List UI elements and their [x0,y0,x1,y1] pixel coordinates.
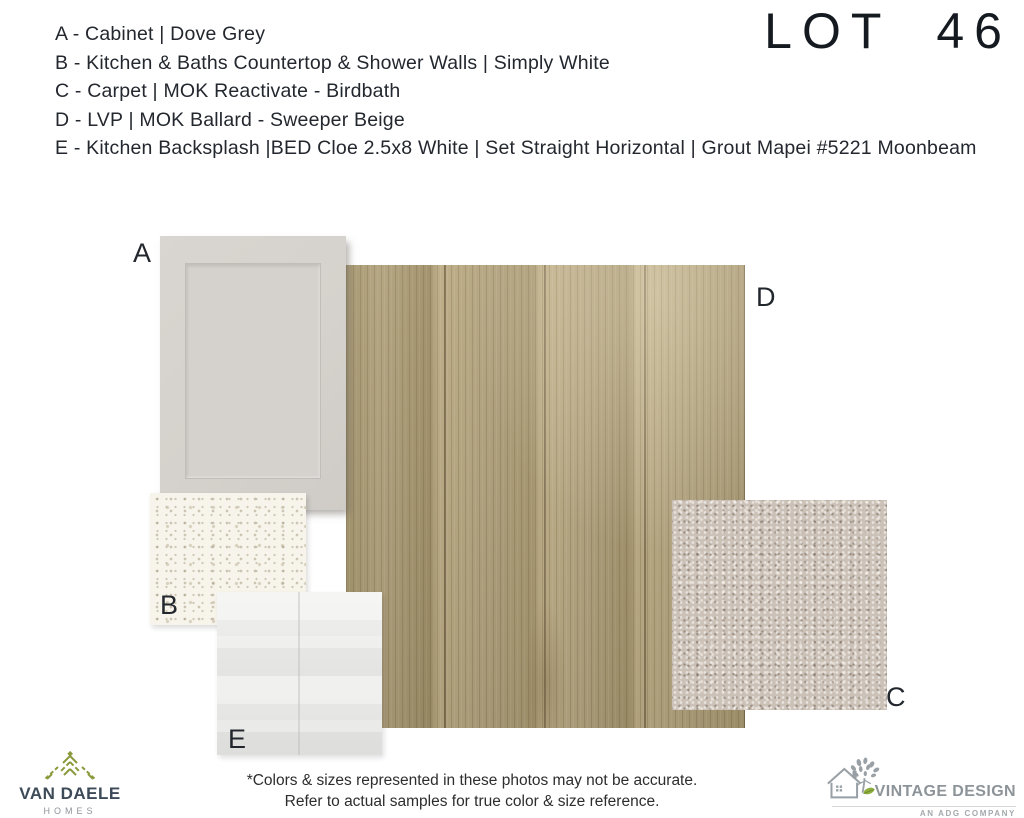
vintage-design-logo [826,754,1016,818]
sample-cabinet-door [160,236,346,510]
disclaimer-line-2: Refer to actual samples for true color & size reference. [284,793,660,810]
van-daele-logo [12,750,128,816]
vintage-brand: VINTAGE DESIGN [874,783,1016,800]
spec-line-d: D - LVP | MOK Ballard - Sweeper Beige [55,108,405,131]
sample-label-b: B [160,590,179,620]
sample-label-d: D [756,282,776,312]
disclaimer-line-1: *Colors & sizes represented in these photos may not be accurate. [246,772,698,789]
spec-line-e: E - Kitchen Backsplash |BED Cloe 2.5x8 White | Set Straight Horizontal | Grout Mapei #5221 Moonbeam [55,137,977,159]
sample-label-e: E [228,724,247,754]
cabinet-inner-panel [185,263,321,479]
van-daele-emblem-icon [38,750,102,784]
vintage-rule [832,806,1016,807]
spec-line-c: C - Carpet | MOK Reactivate - Birdbath [55,80,401,102]
sample-carpet [672,500,887,710]
disclaimer [212,770,732,812]
sample-label-c: C [886,682,906,712]
spec-line-b: B - Kitchen & Baths Countertop & Shower Walls | Simply White [55,51,610,74]
spec-line-a: A - Cabinet | Dove Grey [55,23,266,45]
van-daele-brand: VAN DAELE [19,784,121,803]
van-daele-sub: HOMES [43,805,97,816]
lot-title: LOT 46 [764,3,1012,59]
vintage-sub: AN ADG COMPANY [919,809,1016,818]
sample-label-a: A [133,238,152,268]
